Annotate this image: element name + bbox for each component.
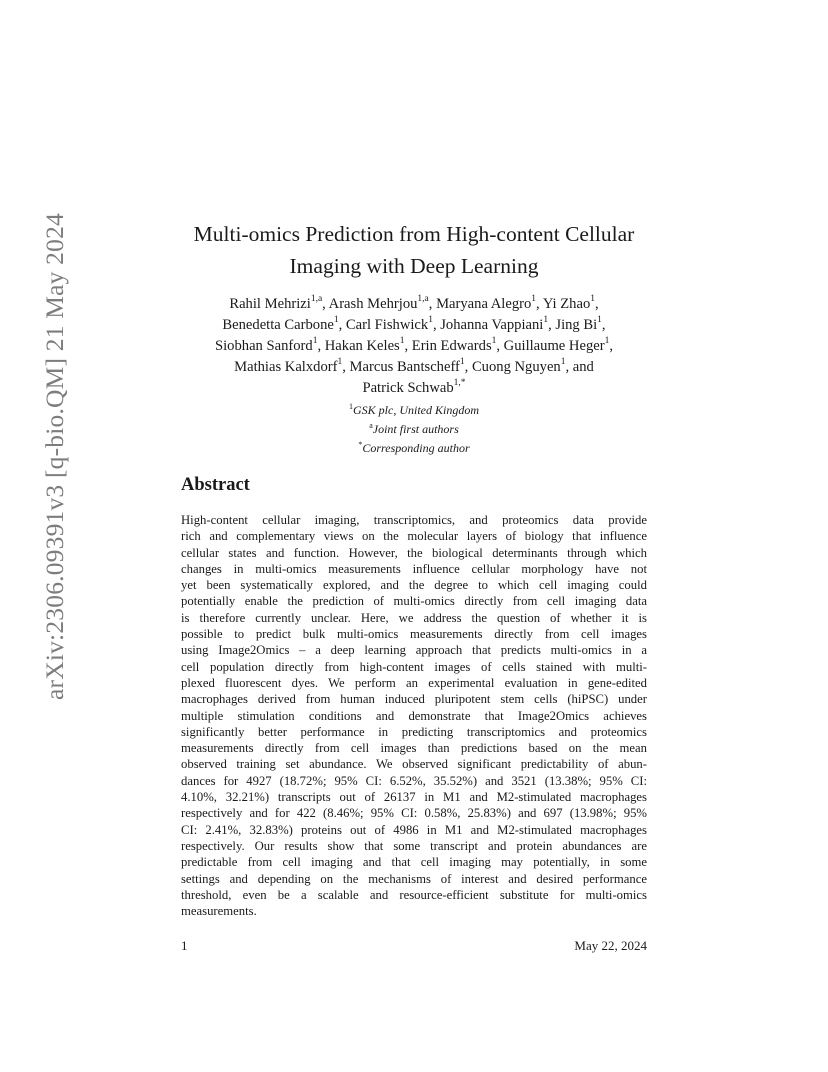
abstract-line: cellular states and function. However, the biological determinants through which: [181, 545, 647, 560]
author-affil: 1: [333, 315, 339, 326]
abstract-line: measurements.: [181, 904, 257, 919]
affiliation: [160, 418, 668, 437]
author-affil: 1: [590, 294, 595, 305]
affiliation-list: [160, 399, 668, 456]
author-name: Marcus Bantscheff: [349, 359, 460, 375]
author-name: Siobhan Sanford: [215, 338, 313, 354]
author-sep: ,: [464, 359, 472, 375]
affiliation-marker: 1: [349, 402, 353, 411]
abstract-line: multiple stimulation conditions and demonstrate that Image2Omics achieves: [181, 708, 647, 723]
paper-title: [160, 218, 668, 282]
abstract-line: possible to predict bulk multi-omics measurements directly from cell images: [181, 627, 647, 642]
abstract-line: yet been systematically explored, and the degree to which cell imaging could: [181, 578, 647, 593]
author-name: Patrick Schwab: [362, 380, 454, 396]
author-list: [160, 294, 668, 399]
author-name: Hakan Keles: [324, 338, 400, 354]
arxiv-identifier: arXiv:2306.09391v3 [q-bio.QM] 21 May 2024: [40, 213, 69, 700]
title-line-1: Multi-omics Prediction from High-content Cellular: [193, 222, 635, 246]
abstract-heading: Abstract: [181, 475, 250, 495]
author-sep: ,: [404, 338, 412, 354]
author-line: [215, 338, 613, 354]
author-sep: ,: [432, 317, 441, 333]
abstract-line: changes in multi-omics measurements influence cellular morphology have not: [181, 561, 647, 576]
author-affil: 1: [399, 336, 405, 347]
author-name: Cuong Nguyen: [471, 359, 561, 375]
author-name: Johanna Vappiani: [440, 317, 544, 333]
author-affil: 1: [491, 336, 497, 347]
abstract-line: is therefore currently unclear. Here, we address the question of whether it is: [181, 610, 647, 625]
abstract-line: potentially enable the prediction of multi-omics directly from cell imaging data: [181, 594, 647, 609]
author-affil: 1: [531, 294, 537, 305]
author-sep: ,: [428, 296, 437, 312]
abstract-line: predictable from cell imaging and that cell imaging may potentially, in some: [181, 855, 647, 870]
author-sep: ,: [595, 296, 599, 312]
author-name: Yi Zhao: [542, 296, 591, 312]
author-line: [229, 296, 598, 312]
abstract-line: High-content cellular imaging, transcriptomics, and proteomics data provide: [181, 513, 647, 527]
abstract-line: dances for 4927 (18.72%; 95% CI: 6.52%, 35.52%) and 3521 (13.38%; 95% CI:: [181, 773, 647, 788]
footer-date: May 22, 2024: [574, 938, 647, 953]
abstract-line: measurements directly from cell images than predictions based on the mean: [181, 741, 647, 756]
affiliation-text: Joint first authors: [372, 422, 459, 436]
abstract-line: rich and complementary views on the molecular layers of biology that influence: [181, 529, 647, 544]
author-sep: ,: [342, 359, 350, 375]
author-affil: 1: [604, 336, 610, 347]
author-affil: 1,*: [453, 378, 466, 389]
author-line: [362, 380, 465, 396]
abstract-line: settings and depending on the mechanisms of interest and desired performance: [181, 871, 647, 886]
abstract-line: macrophages derived from human induced pluripotent stem cells (hiPSC) under: [181, 692, 647, 707]
author-name: Arash Mehrjou: [328, 296, 418, 312]
affiliation-marker: *: [358, 440, 363, 449]
author-affil: 1: [543, 315, 549, 326]
author-affil: 1: [428, 315, 433, 326]
author-name: Mathias Kalxdorf: [234, 359, 338, 375]
author-name: Carl Fishwick: [345, 317, 429, 333]
author-name: Maryana Alegro: [436, 296, 532, 312]
author-affil: 1: [312, 336, 318, 347]
author-line: [222, 317, 605, 333]
author-affil: 1: [560, 357, 566, 368]
abstract-body: [181, 512, 647, 919]
author-sep: ,: [496, 338, 504, 354]
title-line-2: Imaging with Deep Learning: [289, 254, 539, 278]
abstract-line: threshold, even be a scalable and resource-efficient substitute for multi-omics: [181, 887, 647, 902]
abstract-line: 4.10%, 32.21%) transcripts out of 26137 in M1 and M2-stimulated macrophages: [181, 790, 647, 805]
affiliation-text: Corresponding author: [362, 441, 470, 455]
author-affil: 1: [337, 357, 343, 368]
author-affil: 1: [597, 315, 602, 326]
author-name: Erin Edwards: [411, 338, 492, 354]
author-name: Benedetta Carbone: [222, 317, 334, 333]
author-line: [234, 359, 594, 375]
affiliation: [160, 437, 668, 456]
abstract-line: using Image2Omics – a deep learning approach that predicts multi-omics in a: [181, 643, 647, 658]
author-sep: ,: [601, 317, 606, 333]
affiliation-text: GSK plc, United Kingdom: [353, 403, 479, 417]
author-sep: ,: [338, 317, 346, 333]
author-affil: 1,a: [310, 294, 323, 305]
author-sep: ,: [536, 296, 543, 312]
abstract-line: respectively and for 422 (8.46%; 95% CI: 0.58%, 25.83%) and 697 (13.98%; 95%: [181, 806, 647, 821]
abstract-line: CI: 2.41%, 32.83%) proteins out of 4986 in M1 and M2-stimulated macrophages: [181, 822, 647, 837]
affiliation-marker: a: [369, 421, 373, 430]
abstract-line: observed training set abundance. We observed significant predictability of abun-: [181, 757, 647, 772]
author-sep: ,: [548, 317, 556, 333]
page-number: 1: [181, 938, 188, 953]
author-name: Rahil Mehrizi: [229, 296, 311, 312]
affiliation: [160, 399, 668, 418]
author-sep: ,: [317, 338, 325, 354]
author-sep: , and: [565, 359, 594, 375]
author-name: Jing Bi: [555, 317, 598, 333]
abstract-line: significantly better performance in predicting transcriptomics and proteomics: [181, 724, 647, 739]
abstract-line: respectively. Our results show that some transcript and protein abundances are: [181, 838, 647, 853]
abstract-line: plexed fluorescent dyes. We perform an experimental evaluation in gene-edited: [181, 675, 647, 690]
author-affil: 1,a: [417, 294, 429, 305]
abstract-line: cell population directly from high-content images of cells stained with multi-: [181, 659, 647, 674]
author-sep: ,: [609, 338, 613, 354]
author-name: Guillaume Heger: [503, 338, 605, 354]
author-sep: ,: [322, 296, 329, 312]
author-affil: 1: [459, 357, 465, 368]
